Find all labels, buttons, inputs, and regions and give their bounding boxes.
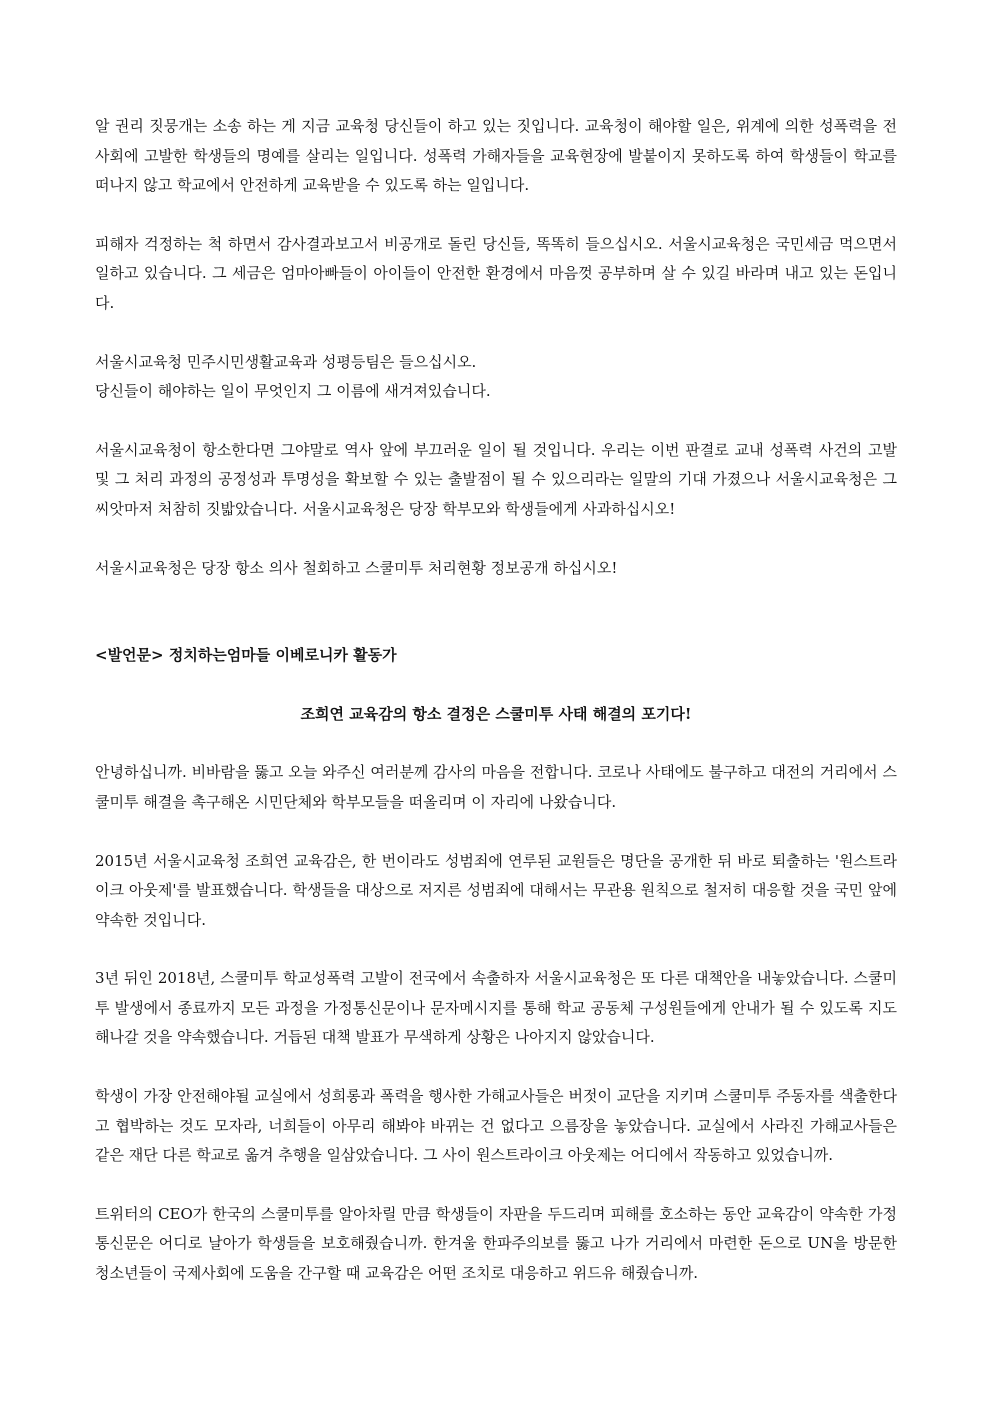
paragraph-twitter-ceo: 트위터의 CEO가 한국의 스쿨미투를 알아차릴 만큼 학생들이 자판을 두드리며 피해를 호소하는 동안 교육감이 약속한 가정통신문은 어디로 날아가 학생들을 보호해줬습니까. 한겨울 한파주의보를 뚫고 나가 거리에서 마련한 돈으로 UN을 방문한 청소년들이 국제사회에 도움을 간구할 때 교육감은 어떤 조치로 대응하고 위드유 해줬습니까. [95,1204,897,1283]
document-body [95,112,897,1289]
paragraph-right-to-know: 알 권리 짓뭉개는 소송 하는 게 지금 교육청 당신들이 하고 있는 짓입니다. 교육청이 해야할 일은, 위계에 의한 성폭력을 전 사회에 고발한 학생들의 명예를 살리는 일입니다. 성폭력 가해자들을 교육현장에 발붙이지 못하도록 하여 학생들이 학교를 떠나지 않고 학교에서 안전하게 교육받을 수 있도록 하는 일입니다. [95,117,897,195]
paragraph-gender-equality-team: 서울시교육청 민주시민생활교육과 성평등팀은 들으십시오. [95,352,477,371]
paragraph-appeal-shame: 서울시교육청이 항소한다면 그야말로 역사 앞에 부끄러운 일이 될 것입니다. 우리는 이번 판결로 교내 성폭력 사건의 고발 및 그 처리 과정의 공정성과 투명성을 확보할 수 있는 출발점이 될 수 있으리라는 일말의 기대 가졌으나 서울시교육청은 그 씨앗마저 처참히 짓밟았습니다. 서울시교육청은 당장 학부모와 학생들에게 사과하십시오! [95,440,897,518]
paragraph-one-strike-out: 2015년 서울시교육청 조희연 교육감은, 한 번이라도 성범죄에 연루된 교원들은 명단을 공개한 뒤 바로 퇴출하는 '원스트라이크 아웃제'를 발표했습니다. 학생들을 대상으로 저지른 성범죄에 대해서는 무관용 원칙으로 철저히 대응할 것을 국민 앞에 약속한 것입니다. [95,851,897,929]
speech-header: <발언문> 정치하는엄마들 이베로니카 활동가 [95,646,397,665]
paragraph-name-meaning: 당신들이 해야하는 일이 무엇인지 그 이름에 새겨져있습니다. [95,382,491,401]
speech-title: 조희연 교육감의 항소 결정은 스쿨미투 사태 해결의 포기다! [300,704,692,723]
paragraph-2018-measures: 3년 뒤인 2018년, 스쿨미투 학교성폭력 고발이 전국에서 속출하자 서울시교육청은 또 다른 대책안을 내놓았습니다. 스쿨미투 발생에서 종료까지 모든 과정을 가정통신문이나 문자메시지를 통해 학교 공동체 구성원들에게 안내가 될 수 있도록 지도해나갈 것을 약속했습니다. 거듭된 대책 발표가 무색하게 상황은 나아지지 않았습니다. [95,969,897,1047]
paragraph-audit-report: 피해자 걱정하는 척 하면서 감사결과보고서 비공개로 돌린 당신들, 똑똑히 들으십시오. 서울시교육청은 국민세금 먹으면서 일하고 있습니다. 그 세금은 엄마아빠들이 아이들이 안전한 환경에서 마음껏 공부하며 살 수 있길 바라며 내고 있는 돈입니다. [95,234,897,312]
paragraph-greeting: 안녕하십니까. 비바람을 뚫고 오늘 와주신 여러분께 감사의 마음을 전합니다. 코로나 사태에도 불구하고 대전의 거리에서 스쿨미투 해결을 촉구해온 시민단체와 학부모들을 떠올리며 이 자리에 나왔습니다. [95,763,897,811]
paragraph-demand-withdraw: 서울시교육청은 당장 항소 의사 철회하고 스쿨미투 처리현황 정보공개 하십시오! [95,558,618,577]
paragraph-offending-teachers: 학생이 가장 안전해야될 교실에서 성희롱과 폭력을 행사한 가해교사들은 버젓이 교단을 지키며 스쿨미투 주동자를 색출한다고 협박하는 것도 모자라, 너희들이 아무리 해봐야 바뀌는 건 없다고 으름장을 놓았습니다. 교실에서 사라진 가해교사들은 같은 재단 다른 학교로 옮겨 추행을 일삼았습니다. 그 사이 원스트라이크 아웃제는 어디에서 작동하고 있었습니까. [95,1087,897,1165]
